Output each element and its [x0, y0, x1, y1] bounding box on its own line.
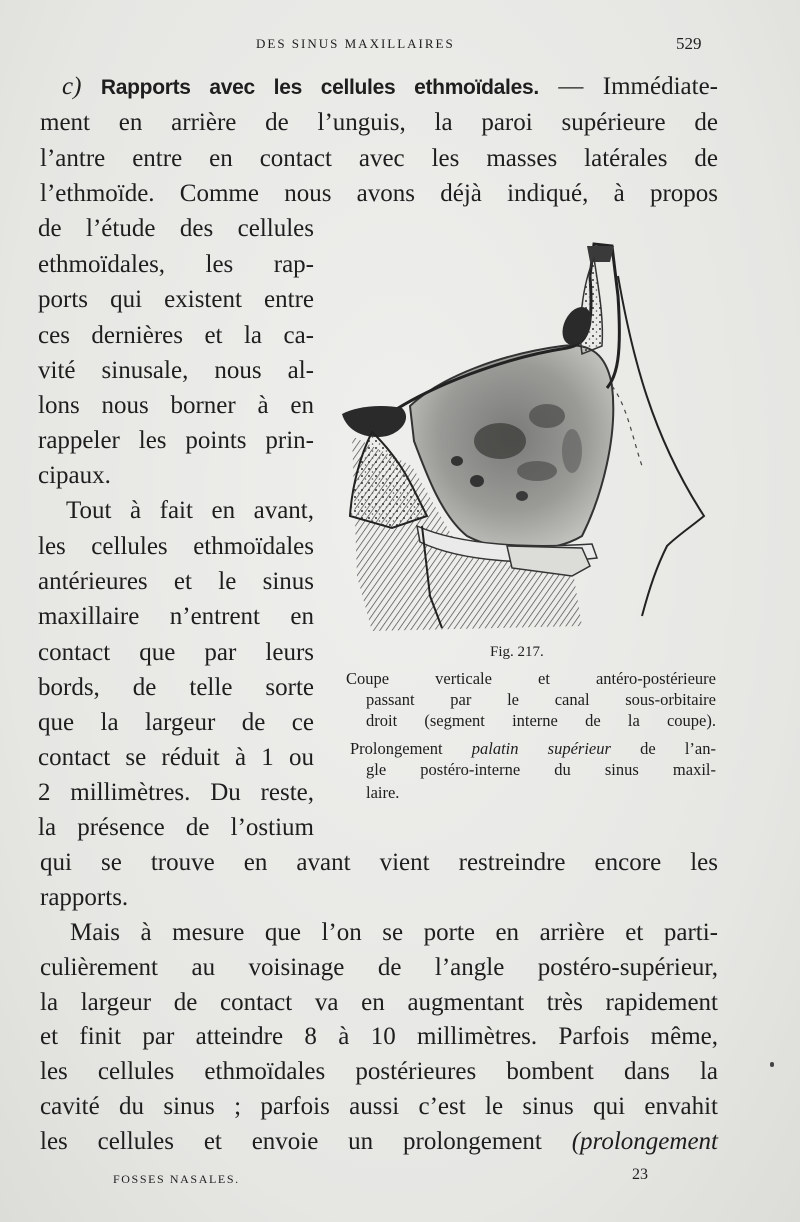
- sheet-number: 23: [632, 1166, 648, 1183]
- paragraph-line: et finit par atteindre 8 à 10 millimètres. Parfois même,: [40, 1023, 718, 1050]
- paragraph-line: [62, 72, 718, 103]
- line-continuation: — Immédiate-: [558, 73, 719, 100]
- italic-term: (prolongement: [571, 1128, 718, 1155]
- caption-fragment: Prolongement: [350, 739, 443, 758]
- paragraph-line: bords, de telle sorte: [38, 674, 314, 701]
- paragraph-line: ports qui existent entre: [38, 286, 314, 313]
- anatomical-figure: [332, 236, 716, 636]
- paragraph-line: lons nous borner à en: [38, 392, 314, 419]
- page-number: 529: [676, 34, 702, 53]
- paragraph-line: que la largeur de ce: [38, 709, 314, 736]
- paragraph-line: rappeler les points prin-: [38, 427, 314, 454]
- figure-caption-line: laire.: [366, 783, 400, 802]
- paragraph-line: [40, 1127, 718, 1157]
- paragraph-line: ment en arrière de l’unguis, la paroi supérieure de: [40, 109, 718, 136]
- figure-label: Fig. 217.: [490, 644, 544, 660]
- paragraph-line: culièrement au voisinage de l’angle postéro-supérieur,: [40, 954, 718, 981]
- caption-fragment: de l’an-: [640, 739, 716, 758]
- caption-italic-term: palatin supérieur: [471, 739, 611, 758]
- running-title: DES SINUS MAXILLAIRES: [256, 36, 455, 51]
- paragraph-line: les cellules ethmoïdales postérieures bombent dans la: [40, 1058, 718, 1085]
- paragraph-line: vité sinusale, nous al-: [38, 357, 314, 384]
- paragraph-line: antérieures et le sinus: [38, 568, 314, 595]
- section-heading: Rapports avec les cellules ethmoïdales.: [100, 76, 539, 99]
- figure-caption-line: gle postéro-interne du sinus maxil-: [366, 760, 716, 779]
- paragraph-line: cavité du sinus ; parfois aussi c’est le sinus qui envahit: [40, 1093, 718, 1120]
- line-fragment: les cellules et envoie un prolongement: [40, 1128, 542, 1155]
- paragraph-line: les cellules ethmoïdales: [38, 533, 314, 560]
- page-speck: [770, 1062, 774, 1067]
- figure-caption-line: passant par le canal sous-orbitaire: [366, 690, 716, 709]
- paragraph-line: rapports.: [40, 884, 129, 911]
- figure-caption-line: Coupe verticale et antéro-postérieure: [346, 669, 716, 688]
- paragraph-line: l’antre entre en contact avec les masses latérales de: [40, 145, 718, 172]
- paragraph-line: qui se trouve en avant vient restreindre encore les: [40, 849, 718, 876]
- paragraph-line: ethmoïdales, les rap-: [38, 251, 314, 278]
- paragraph-line: la présence de l’ostium: [38, 814, 314, 841]
- section-label: c): [62, 73, 82, 100]
- paragraph-line: la largeur de contact va en augmentant très rapidement: [40, 989, 718, 1016]
- paragraph-line: Tout à fait en avant,: [66, 497, 314, 524]
- paragraph-line: l’ethmoïde. Comme nous avons déjà indiqué, à propos: [40, 180, 718, 207]
- paragraph-line: de l’étude des cellules: [38, 215, 314, 242]
- paragraph-line: cipaux.: [38, 462, 111, 489]
- paragraph-line: 2 millimètres. Du reste,: [38, 779, 314, 806]
- printer-signature: FOSSES NASALES.: [113, 1172, 240, 1186]
- paragraph-line: Mais à mesure que l’on se porte en arrière et parti-: [70, 919, 718, 946]
- running-header: [0, 36, 800, 60]
- paragraph-line: ces dernières et la ca-: [38, 322, 314, 349]
- figure-caption-line: droit (segment interne de la coupe).: [366, 711, 716, 730]
- paragraph-line: contact se réduit à 1 ou: [38, 744, 314, 771]
- paragraph-line: contact que par leurs: [38, 639, 314, 666]
- figure-caption-line: [350, 738, 716, 759]
- paragraph-line: maxillaire n’entrent en: [38, 603, 314, 630]
